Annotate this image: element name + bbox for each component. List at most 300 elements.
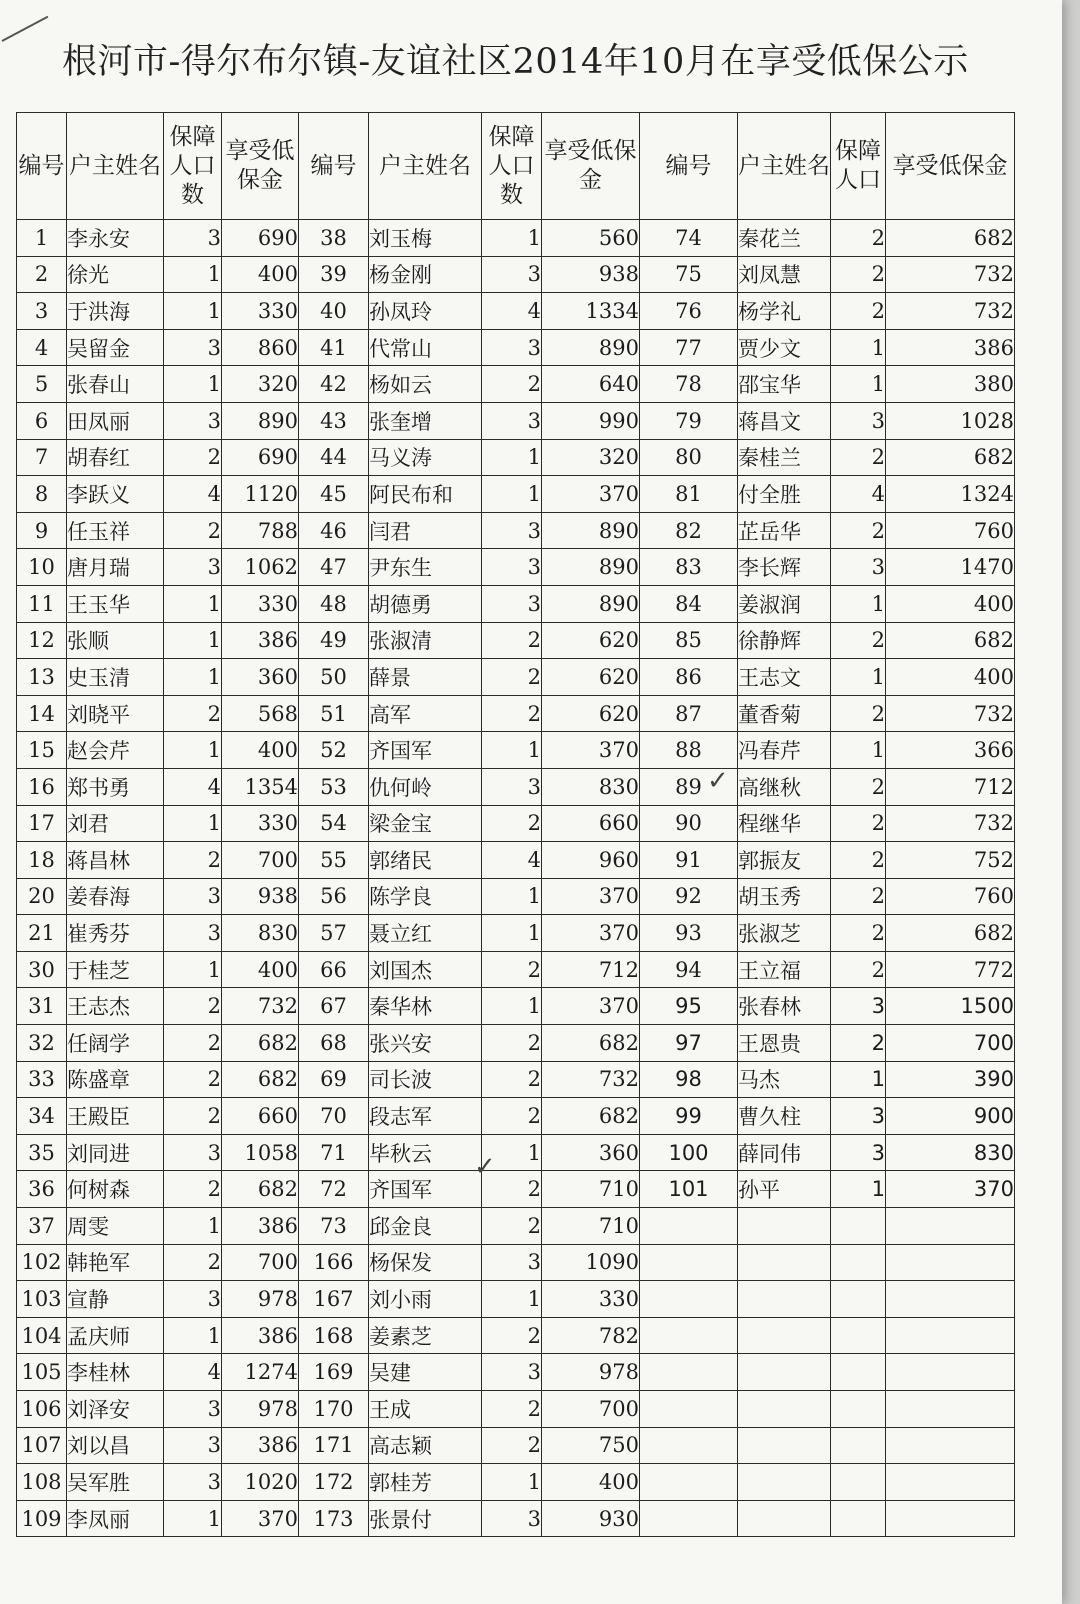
g2-name-cell: 杨如云 xyxy=(369,366,482,403)
g1-amount-cell: 700 xyxy=(222,842,299,879)
g3-people-cell: 2 xyxy=(831,256,886,293)
g1-no-cell: 8 xyxy=(17,476,67,513)
g1-amount-cell: 568 xyxy=(222,695,299,732)
g2-amount-cell: 930 xyxy=(542,1500,640,1537)
g3-name-cell: 胡玉秀 xyxy=(738,878,831,915)
g2-people-cell: 2 xyxy=(482,805,542,842)
g3-amount-cell: 682 xyxy=(886,622,1015,659)
g2-name-cell: 刘国杰 xyxy=(369,951,482,988)
g3-amount-cell: 760 xyxy=(886,878,1015,915)
g1-people-cell: 3 xyxy=(164,1281,222,1318)
g3-no-cell xyxy=(640,1500,738,1537)
g1-name-cell: 王志杰 xyxy=(67,988,164,1025)
header-g2-name: 户主姓名 xyxy=(369,113,482,220)
g2-no-cell: 48 xyxy=(299,585,369,622)
g3-no-cell xyxy=(640,1391,738,1428)
g3-amount-cell xyxy=(886,1391,1015,1428)
g3-no-cell: 85 xyxy=(640,622,738,659)
table-body xyxy=(17,220,1015,1537)
g3-amount-cell: 400 xyxy=(886,585,1015,622)
g2-people-cell: 3 xyxy=(482,768,542,805)
g3-name-cell: 邵宝华 xyxy=(738,366,831,403)
g3-no-cell: 86 xyxy=(640,659,738,696)
g3-people-cell: 3 xyxy=(831,988,886,1025)
table-row xyxy=(17,915,1015,952)
header-g3-amount: 享受低保金 xyxy=(886,113,1015,220)
g3-people-cell: 1 xyxy=(831,329,886,366)
table-row xyxy=(17,695,1015,732)
g2-amount-cell: 330 xyxy=(542,1281,640,1318)
g1-name-cell: 韩艳军 xyxy=(67,1244,164,1281)
g3-name-cell xyxy=(738,1208,831,1245)
g1-no-cell: 109 xyxy=(17,1500,67,1537)
g1-amount-cell: 1020 xyxy=(222,1464,299,1501)
g2-name-cell: 司长波 xyxy=(369,1061,482,1098)
g3-amount-cell xyxy=(886,1281,1015,1318)
g1-people-cell: 3 xyxy=(164,220,222,257)
g1-amount-cell: 330 xyxy=(222,293,299,330)
g2-no-cell: 39 xyxy=(299,256,369,293)
g3-name-cell: 高继秋 xyxy=(738,768,831,805)
g2-amount-cell: 320 xyxy=(542,439,640,476)
g1-no-cell: 10 xyxy=(17,549,67,586)
g2-no-cell: 72 xyxy=(299,1171,369,1208)
table-row xyxy=(17,1025,1015,1062)
g3-name-cell: 姜淑润 xyxy=(738,585,831,622)
g1-people-cell: 4 xyxy=(164,1354,222,1391)
g2-name-cell: 秦华林 xyxy=(369,988,482,1025)
g1-name-cell: 陈盛章 xyxy=(67,1061,164,1098)
g3-name-cell: 付全胜 xyxy=(738,476,831,513)
g1-no-cell: 35 xyxy=(17,1134,67,1171)
checkmark-icon: ✓ xyxy=(707,766,729,796)
g2-name-cell: 梁金宝 xyxy=(369,805,482,842)
g1-name-cell: 张春山 xyxy=(67,366,164,403)
g2-people-cell: 2 xyxy=(482,1171,542,1208)
g3-no-cell: 78 xyxy=(640,366,738,403)
table-row xyxy=(17,439,1015,476)
g3-amount-cell: 390 xyxy=(886,1061,1015,1098)
g2-name-cell: 张兴安 xyxy=(369,1025,482,1062)
g1-amount-cell: 400 xyxy=(222,256,299,293)
g1-name-cell: 任阔学 xyxy=(67,1025,164,1062)
table-row xyxy=(17,732,1015,769)
g1-no-cell: 106 xyxy=(17,1391,67,1428)
g2-people-cell: 1 xyxy=(482,988,542,1025)
g3-name-cell: 刘凤慧 xyxy=(738,256,831,293)
header-g2-people: 保障人口数 xyxy=(482,113,542,220)
g1-amount-cell: 386 xyxy=(222,1427,299,1464)
g2-no-cell: 66 xyxy=(299,951,369,988)
table-row xyxy=(17,1134,1015,1171)
g3-amount-cell: 400 xyxy=(886,659,1015,696)
g2-name-cell: 刘玉梅 xyxy=(369,220,482,257)
g3-amount-cell xyxy=(886,1208,1015,1245)
g1-no-cell: 21 xyxy=(17,915,67,952)
g1-no-cell: 3 xyxy=(17,293,67,330)
g1-name-cell: 刘晓平 xyxy=(67,695,164,732)
g1-amount-cell: 690 xyxy=(222,220,299,257)
g3-no-cell xyxy=(640,1281,738,1318)
g1-no-cell: 32 xyxy=(17,1025,67,1062)
g3-no-cell: 74 xyxy=(640,220,738,257)
g2-name-cell: 阿民布和 xyxy=(369,476,482,513)
g1-no-cell: 108 xyxy=(17,1464,67,1501)
g2-no-cell: 41 xyxy=(299,329,369,366)
g1-no-cell: 105 xyxy=(17,1354,67,1391)
g3-people-cell xyxy=(831,1244,886,1281)
g3-name-cell: 王立福 xyxy=(738,951,831,988)
g2-no-cell: 69 xyxy=(299,1061,369,1098)
g2-no-cell: 57 xyxy=(299,915,369,952)
g1-name-cell: 李永安 xyxy=(67,220,164,257)
g2-no-cell: 44 xyxy=(299,439,369,476)
g3-no-cell: 77 xyxy=(640,329,738,366)
g1-name-cell: 王殿臣 xyxy=(67,1098,164,1135)
g1-name-cell: 刘泽安 xyxy=(67,1391,164,1428)
g2-amount-cell: 960 xyxy=(542,842,640,879)
g3-name-cell: 董香菊 xyxy=(738,695,831,732)
g3-no-cell xyxy=(640,1464,738,1501)
g2-no-cell: 50 xyxy=(299,659,369,696)
table-row xyxy=(17,1391,1015,1428)
g2-people-cell: 4 xyxy=(482,842,542,879)
g3-people-cell xyxy=(831,1281,886,1318)
header-g1-no: 编号 xyxy=(17,113,67,220)
g3-people-cell: 2 xyxy=(831,695,886,732)
g2-amount-cell: 370 xyxy=(542,878,640,915)
g2-people-cell: 1 xyxy=(482,1281,542,1318)
g3-no-cell: 92 xyxy=(640,878,738,915)
g3-amount-cell: 682 xyxy=(886,915,1015,952)
welfare-table xyxy=(16,112,1015,1537)
g2-no-cell: 42 xyxy=(299,366,369,403)
g1-no-cell: 4 xyxy=(17,329,67,366)
g1-people-cell: 4 xyxy=(164,476,222,513)
g3-people-cell xyxy=(831,1391,886,1428)
g3-people-cell: 2 xyxy=(831,1025,886,1062)
g2-people-cell: 1 xyxy=(482,915,542,952)
g1-amount-cell: 370 xyxy=(222,1500,299,1537)
g2-amount-cell: 1334 xyxy=(542,293,640,330)
g2-people-cell: 1 xyxy=(482,220,542,257)
g3-people-cell: 2 xyxy=(831,439,886,476)
g1-no-cell: 11 xyxy=(17,585,67,622)
g1-name-cell: 史玉清 xyxy=(67,659,164,696)
g2-no-cell: 67 xyxy=(299,988,369,1025)
header-row xyxy=(17,113,1015,220)
g2-no-cell: 40 xyxy=(299,293,369,330)
g2-people-cell: 1 xyxy=(482,439,542,476)
g3-no-cell: 98 xyxy=(640,1061,738,1098)
g3-people-cell: 2 xyxy=(831,622,886,659)
g3-name-cell: 贾少文 xyxy=(738,329,831,366)
g2-name-cell: 郭桂芳 xyxy=(369,1464,482,1501)
table-row xyxy=(17,220,1015,257)
g2-amount-cell: 890 xyxy=(542,585,640,622)
g1-no-cell: 6 xyxy=(17,402,67,439)
g1-people-cell: 2 xyxy=(164,1061,222,1098)
g3-amount-cell: 772 xyxy=(886,951,1015,988)
g2-people-cell: 3 xyxy=(482,1244,542,1281)
g2-amount-cell: 620 xyxy=(542,622,640,659)
g1-amount-cell: 320 xyxy=(222,366,299,403)
g3-amount-cell: 370 xyxy=(886,1171,1015,1208)
g2-name-cell: 齐国军 xyxy=(369,1171,482,1208)
g2-people-cell: 1 xyxy=(482,1134,542,1171)
g1-people-cell: 1 xyxy=(164,1317,222,1354)
table-row xyxy=(17,293,1015,330)
g2-amount-cell: 370 xyxy=(542,915,640,952)
g2-people-cell: 2 xyxy=(482,1391,542,1428)
g1-no-cell: 5 xyxy=(17,366,67,403)
g1-name-cell: 田凤丽 xyxy=(67,402,164,439)
g1-people-cell: 1 xyxy=(164,732,222,769)
g1-amount-cell: 700 xyxy=(222,1244,299,1281)
g1-people-cell: 3 xyxy=(164,329,222,366)
g2-people-cell: 3 xyxy=(482,256,542,293)
g1-no-cell: 36 xyxy=(17,1171,67,1208)
g3-no-cell: 87 xyxy=(640,695,738,732)
g3-name-cell xyxy=(738,1281,831,1318)
g3-people-cell xyxy=(831,1354,886,1391)
table-row xyxy=(17,1098,1015,1135)
g1-no-cell: 15 xyxy=(17,732,67,769)
g1-amount-cell: 788 xyxy=(222,512,299,549)
g2-people-cell: 2 xyxy=(482,1427,542,1464)
g2-no-cell: 54 xyxy=(299,805,369,842)
header-g1-name: 户主姓名 xyxy=(67,113,164,220)
table-row xyxy=(17,805,1015,842)
g3-no-cell xyxy=(640,1244,738,1281)
g2-people-cell: 1 xyxy=(482,1464,542,1501)
g2-no-cell: 167 xyxy=(299,1281,369,1318)
g1-amount-cell: 386 xyxy=(222,622,299,659)
g1-people-cell: 2 xyxy=(164,695,222,732)
g2-no-cell: 56 xyxy=(299,878,369,915)
g1-people-cell: 3 xyxy=(164,915,222,952)
g2-people-cell: 2 xyxy=(482,622,542,659)
g2-no-cell: 168 xyxy=(299,1317,369,1354)
g2-name-cell: 段志军 xyxy=(369,1098,482,1135)
g3-people-cell: 2 xyxy=(831,878,886,915)
g3-name-cell: 曹久柱 xyxy=(738,1098,831,1135)
g1-people-cell: 2 xyxy=(164,988,222,1025)
g1-no-cell: 17 xyxy=(17,805,67,842)
g2-amount-cell: 890 xyxy=(542,329,640,366)
g3-name-cell xyxy=(738,1317,831,1354)
g3-name-cell: 张春林 xyxy=(738,988,831,1025)
g2-amount-cell: 830 xyxy=(542,768,640,805)
g2-people-cell: 3 xyxy=(482,329,542,366)
g1-people-cell: 1 xyxy=(164,805,222,842)
g2-no-cell: 68 xyxy=(299,1025,369,1062)
g3-name-cell: 秦花兰 xyxy=(738,220,831,257)
g3-amount-cell: 380 xyxy=(886,366,1015,403)
g3-amount-cell: 366 xyxy=(886,732,1015,769)
g1-people-cell: 1 xyxy=(164,951,222,988)
g1-amount-cell: 386 xyxy=(222,1208,299,1245)
g3-name-cell: 秦桂兰 xyxy=(738,439,831,476)
g3-no-cell: 90 xyxy=(640,805,738,842)
g1-no-cell: 1 xyxy=(17,220,67,257)
table-row xyxy=(17,1061,1015,1098)
g1-no-cell: 18 xyxy=(17,842,67,879)
g2-no-cell: 51 xyxy=(299,695,369,732)
g2-name-cell: 孙凤玲 xyxy=(369,293,482,330)
g3-name-cell: 李长辉 xyxy=(738,549,831,586)
g1-amount-cell: 1120 xyxy=(222,476,299,513)
g1-no-cell: 33 xyxy=(17,1061,67,1098)
g2-no-cell: 169 xyxy=(299,1354,369,1391)
g3-no-cell: 76 xyxy=(640,293,738,330)
g3-people-cell: 1 xyxy=(831,585,886,622)
g1-people-cell: 2 xyxy=(164,1098,222,1135)
g3-amount-cell: 830 xyxy=(886,1134,1015,1171)
g2-name-cell: 杨保发 xyxy=(369,1244,482,1281)
g1-amount-cell: 1354 xyxy=(222,768,299,805)
g2-amount-cell: 938 xyxy=(542,256,640,293)
g2-amount-cell: 990 xyxy=(542,402,640,439)
g1-amount-cell: 890 xyxy=(222,402,299,439)
g2-name-cell: 王成 xyxy=(369,1391,482,1428)
g3-people-cell: 3 xyxy=(831,549,886,586)
g1-no-cell: 107 xyxy=(17,1427,67,1464)
g3-no-cell: 82 xyxy=(640,512,738,549)
g3-amount-cell: 732 xyxy=(886,695,1015,732)
g2-amount-cell: 890 xyxy=(542,512,640,549)
g2-amount-cell: 620 xyxy=(542,659,640,696)
g1-amount-cell: 1058 xyxy=(222,1134,299,1171)
g1-people-cell: 3 xyxy=(164,549,222,586)
g1-people-cell: 1 xyxy=(164,1500,222,1537)
g1-amount-cell: 938 xyxy=(222,878,299,915)
g3-amount-cell: 900 xyxy=(886,1098,1015,1135)
table-row xyxy=(17,842,1015,879)
g2-people-cell: 2 xyxy=(482,1317,542,1354)
g3-name-cell: 张淑芝 xyxy=(738,915,831,952)
g1-name-cell: 刘君 xyxy=(67,805,164,842)
g1-people-cell: 1 xyxy=(164,366,222,403)
g1-name-cell: 唐月瑞 xyxy=(67,549,164,586)
g2-no-cell: 73 xyxy=(299,1208,369,1245)
g3-name-cell: 冯春芹 xyxy=(738,732,831,769)
g1-name-cell: 任玉祥 xyxy=(67,512,164,549)
g3-name-cell xyxy=(738,1244,831,1281)
g2-name-cell: 胡德勇 xyxy=(369,585,482,622)
g1-people-cell: 2 xyxy=(164,439,222,476)
g2-no-cell: 52 xyxy=(299,732,369,769)
g3-amount-cell xyxy=(886,1317,1015,1354)
g3-name-cell: 芷岳华 xyxy=(738,512,831,549)
g3-people-cell xyxy=(831,1317,886,1354)
g3-amount-cell: 732 xyxy=(886,293,1015,330)
g3-amount-cell: 712 xyxy=(886,768,1015,805)
g2-name-cell: 代常山 xyxy=(369,329,482,366)
g2-no-cell: 173 xyxy=(299,1500,369,1537)
g2-name-cell: 陈学良 xyxy=(369,878,482,915)
g2-amount-cell: 1090 xyxy=(542,1244,640,1281)
g2-people-cell: 3 xyxy=(482,1500,542,1537)
g2-name-cell: 张景付 xyxy=(369,1500,482,1537)
g3-name-cell xyxy=(738,1427,831,1464)
g3-amount-cell: 1324 xyxy=(886,476,1015,513)
g2-amount-cell: 712 xyxy=(542,951,640,988)
g1-name-cell: 蒋昌林 xyxy=(67,842,164,879)
g2-no-cell: 49 xyxy=(299,622,369,659)
g3-people-cell: 1 xyxy=(831,1061,886,1098)
table-row xyxy=(17,549,1015,586)
g2-no-cell: 172 xyxy=(299,1464,369,1501)
g2-name-cell: 闫君 xyxy=(369,512,482,549)
g3-name-cell: 王恩贵 xyxy=(738,1025,831,1062)
pen-mark xyxy=(2,16,49,42)
g3-name-cell: 郭振友 xyxy=(738,842,831,879)
g2-amount-cell: 400 xyxy=(542,1464,640,1501)
g2-amount-cell: 782 xyxy=(542,1317,640,1354)
header-g3-no: 编号 xyxy=(640,113,738,220)
header-g2-amount: 享受低保金 xyxy=(542,113,640,220)
g3-people-cell: 4 xyxy=(831,476,886,513)
checkmark-icon: ✓ xyxy=(474,1152,496,1182)
g3-no-cell xyxy=(640,1354,738,1391)
g3-people-cell: 2 xyxy=(831,293,886,330)
g2-people-cell: 1 xyxy=(482,476,542,513)
g2-no-cell: 166 xyxy=(299,1244,369,1281)
g2-people-cell: 2 xyxy=(482,1098,542,1135)
g1-name-cell: 姜春海 xyxy=(67,878,164,915)
g1-amount-cell: 400 xyxy=(222,732,299,769)
table-row xyxy=(17,768,1015,805)
g1-name-cell: 张顺 xyxy=(67,622,164,659)
g1-amount-cell: 330 xyxy=(222,805,299,842)
g3-people-cell: 1 xyxy=(831,732,886,769)
header-g3-people: 保障人口 xyxy=(831,113,886,220)
table-row xyxy=(17,622,1015,659)
g3-no-cell: 89 xyxy=(640,768,738,805)
g2-name-cell: 仇何岭 xyxy=(369,768,482,805)
g1-name-cell: 徐光 xyxy=(67,256,164,293)
g1-amount-cell: 978 xyxy=(222,1391,299,1428)
table-row xyxy=(17,1208,1015,1245)
g2-amount-cell: 978 xyxy=(542,1354,640,1391)
g1-no-cell: 13 xyxy=(17,659,67,696)
g2-amount-cell: 620 xyxy=(542,695,640,732)
table-row xyxy=(17,402,1015,439)
g1-people-cell: 1 xyxy=(164,659,222,696)
g2-no-cell: 45 xyxy=(299,476,369,513)
g3-name-cell xyxy=(738,1354,831,1391)
g3-people-cell: 2 xyxy=(831,805,886,842)
g3-no-cell: 101 xyxy=(640,1171,738,1208)
g1-people-cell: 1 xyxy=(164,1208,222,1245)
g1-no-cell: 31 xyxy=(17,988,67,1025)
g3-people-cell: 3 xyxy=(831,1098,886,1135)
g2-no-cell: 46 xyxy=(299,512,369,549)
table-row xyxy=(17,1464,1015,1501)
g1-name-cell: 胡春红 xyxy=(67,439,164,476)
g1-no-cell: 30 xyxy=(17,951,67,988)
g2-people-cell: 2 xyxy=(482,659,542,696)
g2-name-cell: 张奎增 xyxy=(369,402,482,439)
g1-name-cell: 周雯 xyxy=(67,1208,164,1245)
g3-no-cell: 75 xyxy=(640,256,738,293)
g2-name-cell: 齐国军 xyxy=(369,732,482,769)
g3-no-cell: 95 xyxy=(640,988,738,1025)
g3-people-cell: 2 xyxy=(831,842,886,879)
g1-people-cell: 2 xyxy=(164,1171,222,1208)
g2-amount-cell: 360 xyxy=(542,1134,640,1171)
